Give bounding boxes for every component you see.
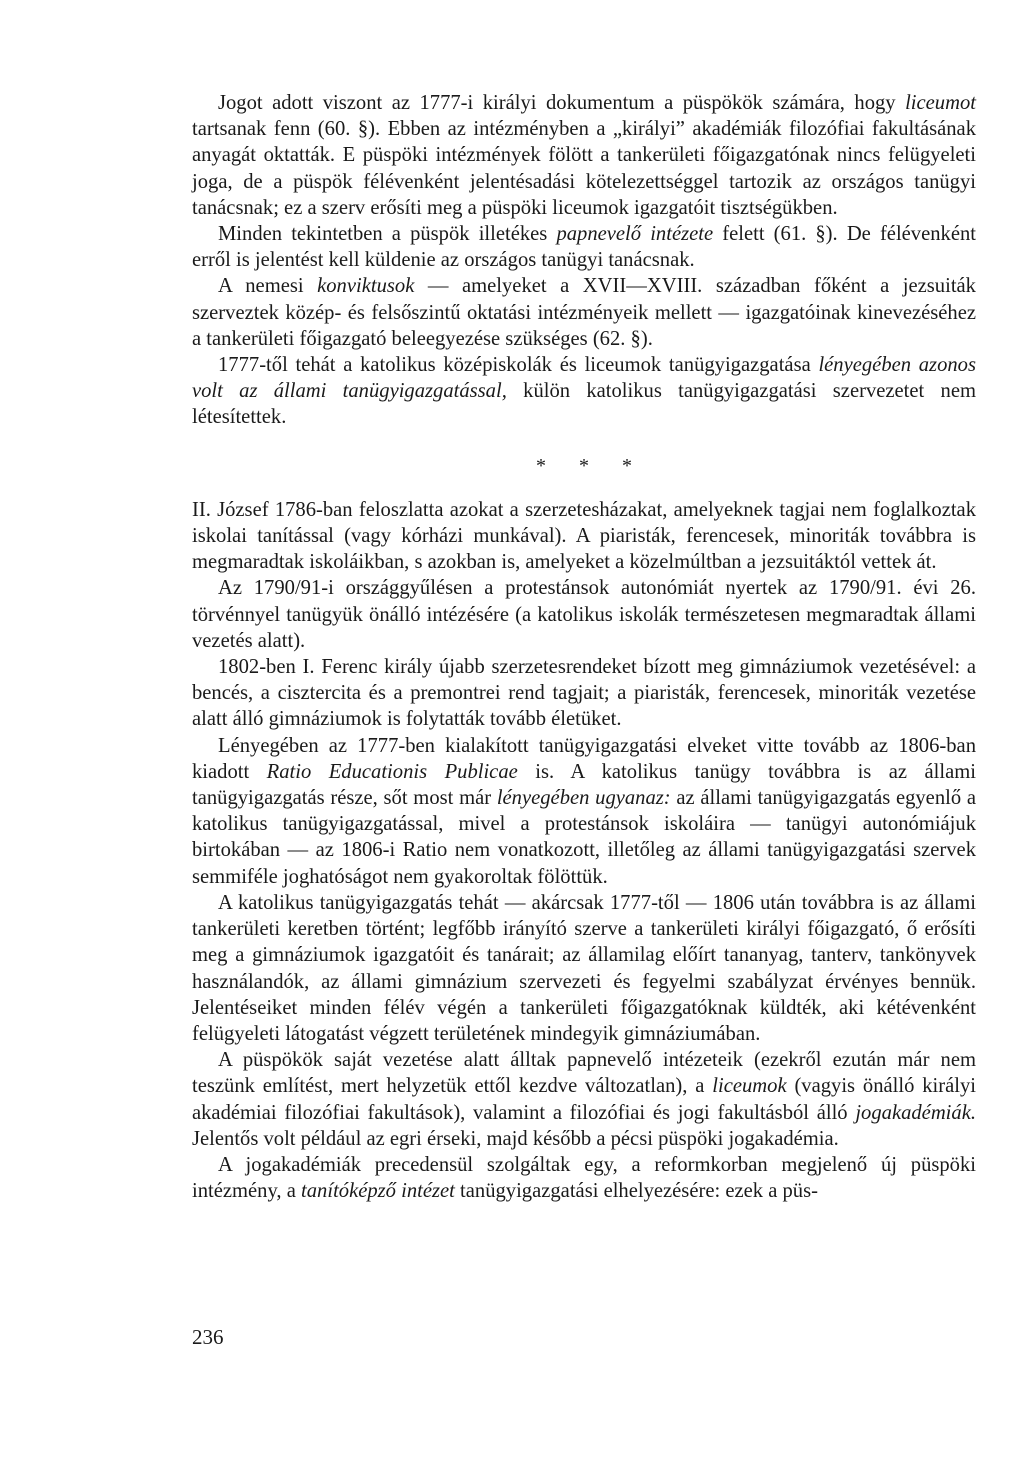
paragraph-p8 <box>192 733 976 890</box>
paragraph-p5 <box>192 497 976 576</box>
italic-text: liceumot <box>905 92 976 114</box>
italic-text: lényegében azonos volt az állami tanügyigazgatással, <box>192 354 976 403</box>
paragraph-p9 <box>192 890 976 1047</box>
italic-text: jogakadémiák. <box>855 1101 976 1124</box>
paragraph-p11 <box>192 1152 976 1204</box>
paragraph-p1 <box>192 90 976 221</box>
text-segment: Jelentős volt például az egri érseki, majd később a pécsi püspöki jogakadémia. <box>192 1127 839 1150</box>
text-segment: felett (61. §). De félévenként erről is jelentést kell küldenie az országos tanügyi tanácsnak. <box>192 223 977 272</box>
text-segment: Lényegében az 1777-ben kialakított tanügyigazgatási elveket vitte tovább az 1806-ban kiadott <box>192 734 976 783</box>
italic-text: lényegében ugyanaz: <box>496 787 671 810</box>
paragraph-p4 <box>192 352 976 431</box>
text-segment: 1802-ben I. Ferenc király újabb szerzetesrendeket bízott meg gimnáziumok vezetésével: a bencés, a cisztercita és a premontrei rend tagjait; a piaristák, ferencesek, minoriták vezetése alatt álló gimnáziumok is folytatták tovább életüket. <box>192 656 976 731</box>
text-segment: II. József 1786-ban feloszlatta azokat a szerzetesházakat, amelyeknek tagjai nem foglalkoztak iskolai tanítással (vagy kórházi munkával). A piaristák, ferencesek, minoriták továbbra is megmaradtak iskoláikban, s azokban is, amelyeket a közelmúltban a jezsuitáktól vettek át. <box>192 498 976 574</box>
text-segment: Az 1790/91-i országgyűlésen a protestánsok autonómiát nyertek az 1790/91. évi 26. törvénnyel tanügyük önálló intézésére (a katolikus iskolák természetesen megmaradtak állami vezetés alatt). <box>192 577 976 652</box>
text-segment: is. A katolikus tanügy továbbra is az állami tanügyigazgatás része, sőt most már <box>192 760 976 810</box>
text-segment: (vagyis önálló királyi akadémiai filozófiai fakultások), valamint a filozófiai és jogi fakultásból álló <box>192 1075 976 1124</box>
paragraph-p6 <box>192 575 976 654</box>
italic-text: konviktusok <box>317 275 415 298</box>
page-body-text <box>192 90 976 1204</box>
italic-text: Ratio Educationis Publicae <box>266 760 518 783</box>
text-segment: tanügyigazgatási elhelyezésére: ezek a püs- <box>454 1180 818 1203</box>
text-segment: — amelyeket a XVII—XVIII. században főként a jezsuiták szerveztek közép- és felsőszintű oktatási intézményeik mellett — igazgatóinak kinevezéséhez a tankerületi főigazgató beleegyezése szükséges (62. §). <box>192 275 976 350</box>
text-segment: Jogot adott viszont az 1777-i királyi dokumentum a püspökök számára, hogy <box>218 92 906 114</box>
italic-text: tanítóképző intézet <box>301 1180 455 1203</box>
text-segment: külön katolikus tanügyigazgatási szervezetet nem létesítettek. <box>192 380 976 429</box>
text-segment: A püspökök saját vezetése alatt álltak papnevelő intézeteik (ezekről ezután már nem teszünk említést, mert helyzetük ettől kezdve változatlan), a <box>192 1049 976 1098</box>
text-segment: A katolikus tanügyigazgatás tehát — akárcsak 1777-től — 1806 után továbbra is az állami tankerületi keretben történt; legfőbb irányító szerve a tankerületi királyi főigazgató, ő erősíti meg a gimnáziumok igazgatóit és tanárait; az államilag előírt tananyag, tanterv, tankönyvek használandók, az állami gimnázium szervezeti és fegyelmi szabályzat érvényes bennük. Jelentéseiket minden félév végén a tankerületi főigazgatóknak küldték, aki kétévenként felügyeleti látogatást végzett területének mindegyik gimnáziumában. <box>192 891 976 1045</box>
text-segment: A nemesi <box>218 275 318 298</box>
paragraph-p3 <box>192 273 976 352</box>
text-segment: A jogakadémiák precedensül szolgáltak egy, a reformkorban megjelenő új püspöki intézmény, a <box>192 1153 976 1203</box>
italic-text: papnevelő intézete <box>556 223 714 246</box>
text-segment: Minden tekintetben a püspök illetékes <box>218 223 557 246</box>
paragraph-p10 <box>192 1047 976 1152</box>
text-segment: az állami tanügyigazgatás egyenlő a katolikus tanügyigazgatással, mivel a protestánsok iskoláira — tanügyi autonómiájuk birtokában — az 1806-i Ratio nem vonatkozott, illetőleg az állami tanügyigazgatási szervek semmiféle joghatóságot nem gyakoroltak fölöttük. <box>192 787 976 888</box>
paragraph-p7 <box>192 654 976 733</box>
page-number: 236 <box>192 1325 224 1349</box>
paragraph-p2 <box>192 221 976 273</box>
italic-text: liceumok <box>712 1075 787 1098</box>
text-segment: 1777-től tehát a katolikus középiskolák és liceumok tanügyigazgatása <box>218 354 819 377</box>
text-segment: tartsanak fenn (60. §). Ebben az intézményben a „királyi” akadémiák filozófiai fakultásának anyagát oktatták. E püspöki intézmények fölött a tankerületi főigazgatónak nincs felügyeleti joga, de a püspök félévenként jelentésadási kötelezettséggel tartozik az országos tanügyi tanácsnak; ez a szerv erősíti meg a püspöki liceumok igazgatóit tisztségükben. <box>192 118 976 219</box>
section-separator: * * * <box>536 454 632 477</box>
